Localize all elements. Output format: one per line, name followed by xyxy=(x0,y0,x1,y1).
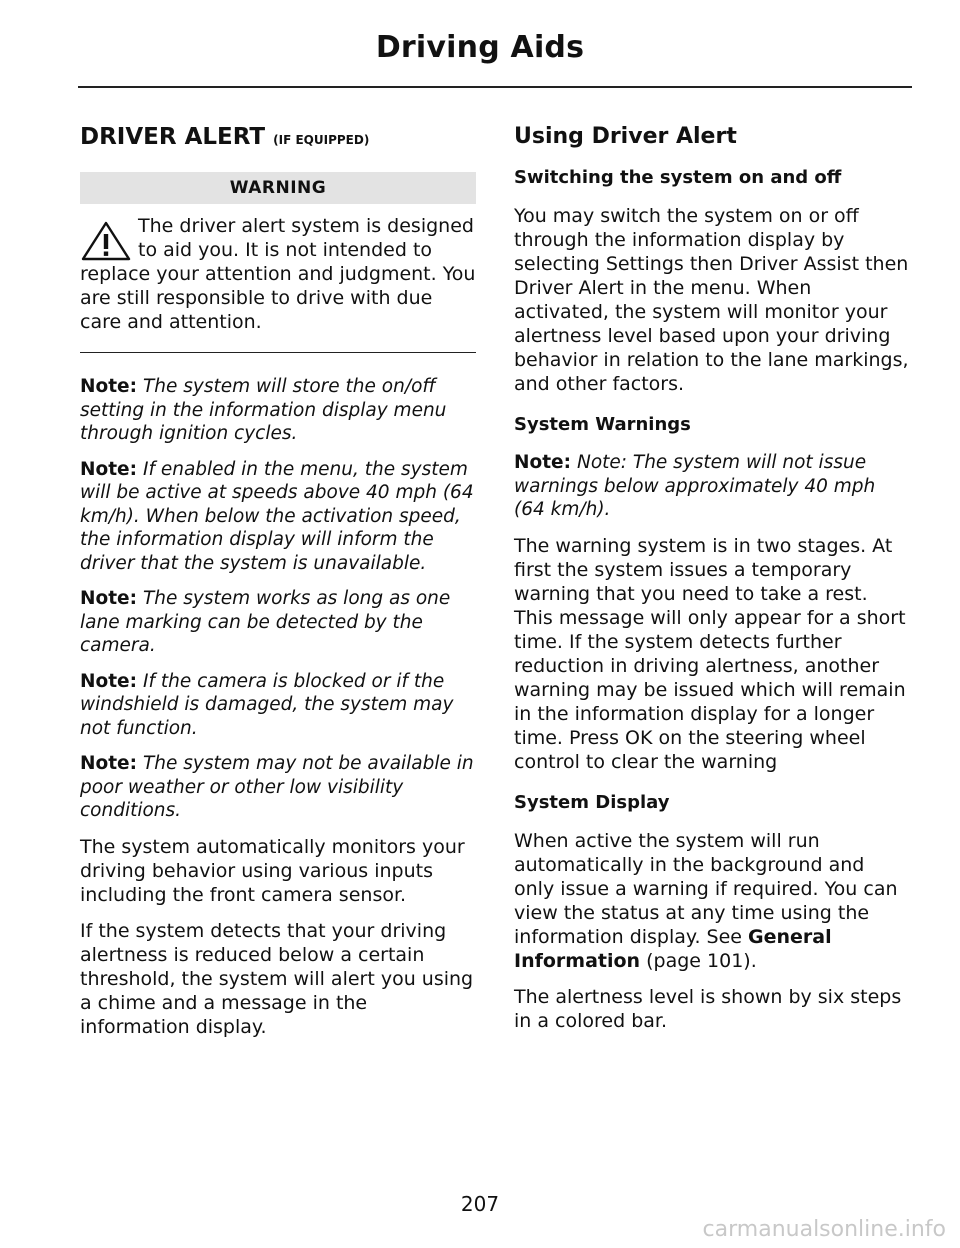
note-label: Note: xyxy=(80,376,137,397)
section-title xyxy=(80,124,476,150)
body-paragraph: The warning system is in two stages. At first the system issues a temporary warning that you need to take a rest. This message will only appear for a short time. If the system detects further reduction in driving alertness, another warning may be issued which will remain in the information display for a longer time. Press OK on the steering wheel control to clear the warning xyxy=(514,534,906,773)
right-column xyxy=(514,124,910,1045)
warning-body xyxy=(80,214,476,334)
note-3 xyxy=(80,587,476,658)
warning-triangle-icon xyxy=(80,220,132,262)
note xyxy=(514,451,910,522)
section-title-main: DRIVER ALERT xyxy=(80,124,266,150)
note-label: Note: xyxy=(80,670,137,692)
body-paragraph: The system automatically monitors your driving behavior using various inputs including the front camera sensor. xyxy=(80,835,465,906)
note-4 xyxy=(80,670,476,741)
note-text: Note: The system will not issue warnings below approximately 40 mph (64 km/h). xyxy=(514,452,876,520)
note-label: Note: xyxy=(80,458,137,480)
page-number: 207 xyxy=(460,1192,500,1216)
general-information-link[interactable]: General Information xyxy=(514,925,832,972)
page-title: Driving Aids xyxy=(375,30,585,65)
left-column xyxy=(80,124,476,1051)
note-label: Note: xyxy=(514,452,571,473)
section-heading: Using Driver Alert xyxy=(514,124,737,149)
body-paragraph: If the system detects that your driving alertness is reduced below a certain threshold, the system will alert you using a chime and a message in the information display. xyxy=(80,919,474,1038)
body-paragraph xyxy=(514,829,910,973)
paragraph-text: When active the system will run automatically in the background and only issue a warning if required. You can view the status at any time using the information display. See xyxy=(514,829,898,948)
note-text: The system may not be available in poor weather or other low visibility conditions. xyxy=(80,753,474,821)
warning-divider xyxy=(80,352,476,353)
warning-text: The driver alert system is designed to aid you. It is not intended to replace your attention and judgment. You are still responsible to drive with due care and attention. xyxy=(80,215,476,333)
warning-label: WARNING xyxy=(80,172,476,204)
subsection-heading: Switching the system on and off xyxy=(514,167,842,188)
page-header xyxy=(0,30,960,65)
subsection-heading: System Display xyxy=(514,791,670,813)
paragraph-text: (page 101). xyxy=(640,949,757,972)
note-5 xyxy=(80,752,476,823)
note-text: If enabled in the menu, the system will be active at speeds above 40 mph (64 km/h). When below the activation speed, the information display will inform the driver that the system is unavailable. xyxy=(80,458,474,574)
section-title-qualifier: (IF EQUIPPED) xyxy=(273,133,370,147)
subsection-heading: System Warnings xyxy=(514,414,691,435)
note-2 xyxy=(80,458,476,576)
note-text: If the camera is blocked or if the windshield is damaged, the system may not function. xyxy=(80,670,454,739)
note-text: The system works as long as one lane marking can be detected by the camera. xyxy=(80,588,451,656)
header-divider xyxy=(78,86,912,88)
note-1 xyxy=(80,375,476,446)
note-label: Note: xyxy=(80,753,137,774)
note-text: The system will store the on/off setting in the information display menu through ignition cycles. xyxy=(80,376,447,444)
watermark: carmanualsonline.info xyxy=(702,1217,946,1242)
note-label: Note: xyxy=(80,588,137,609)
body-paragraph: You may switch the system on or off through the information display by selecting Settings then Driver Assist then Driver Alert in the menu. When activated, the system will monitor your alertness level based upon your driving behavior in relation to the lane markings, and other factors. xyxy=(514,205,909,395)
warning-box xyxy=(80,172,476,353)
body-paragraph: The alertness level is shown by six steps in a colored bar. xyxy=(514,985,902,1032)
